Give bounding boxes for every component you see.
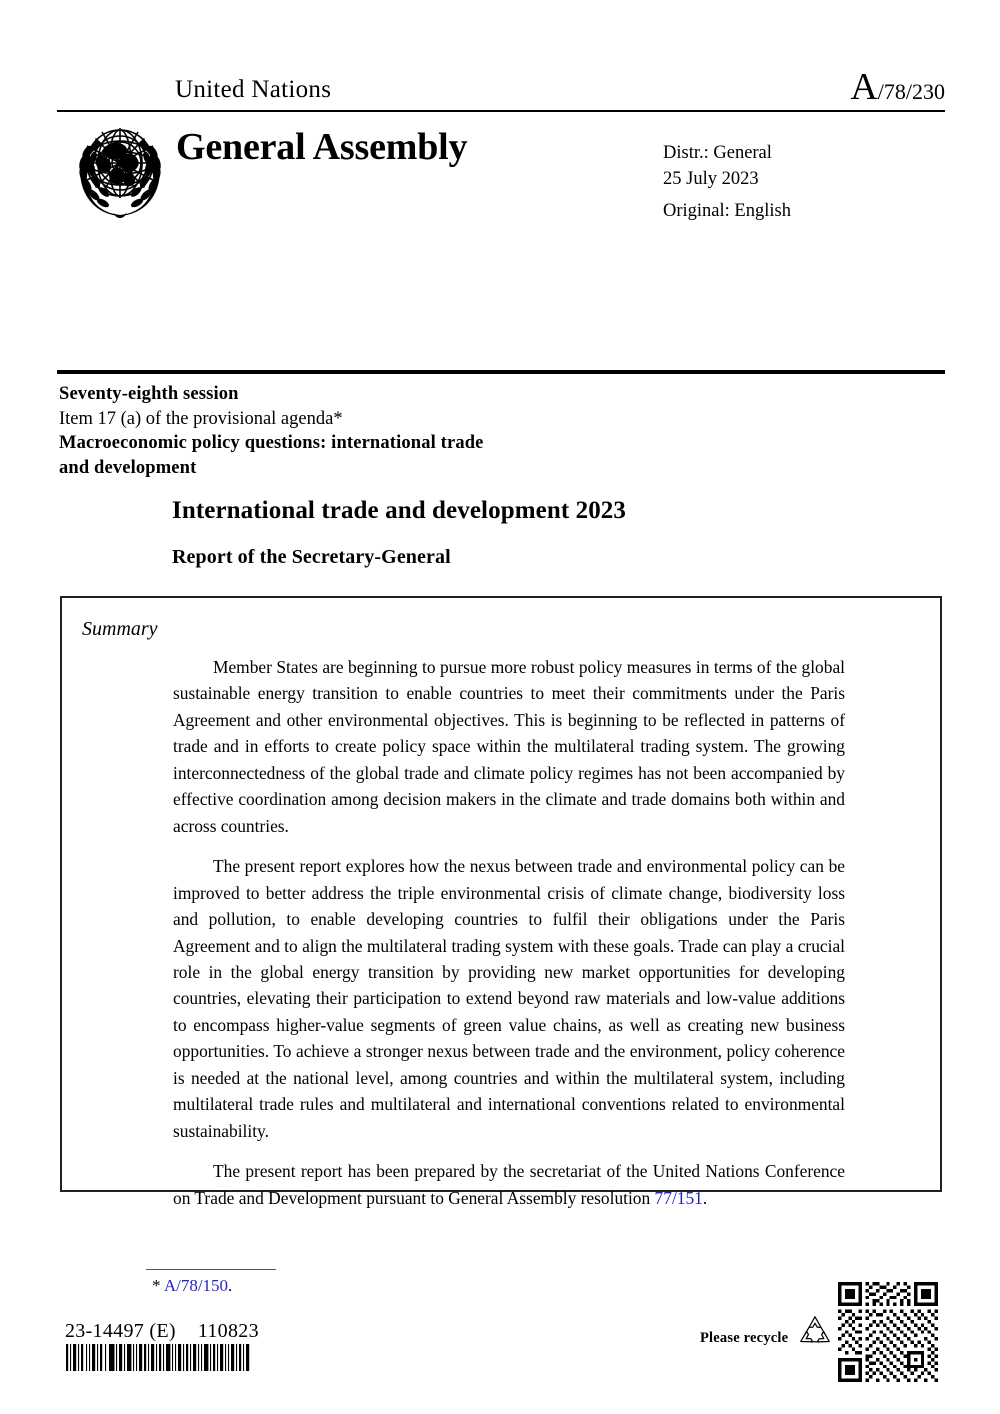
summary-box xyxy=(60,596,942,1208)
job-number-code: 23-14497 (E) xyxy=(65,1320,176,1342)
document-symbol-suffix: /78/230 xyxy=(877,79,945,104)
page-title: International trade and development 2023 xyxy=(172,497,626,524)
summary-heading: Summary xyxy=(82,618,158,640)
summary-paragraph-3 xyxy=(173,1158,845,1211)
session-line: Seventy-eighth session xyxy=(59,384,239,404)
document-date: 25 July 2023 xyxy=(663,169,759,190)
footnote-link[interactable]: A/78/150 xyxy=(163,1276,229,1295)
summary-paragraph-3-suffix: . xyxy=(702,1187,708,1208)
footnote-suffix: . xyxy=(228,1276,233,1295)
recycle-icon xyxy=(796,1313,834,1351)
agenda-item: Item 17 (a) of the provisional agenda* xyxy=(59,408,343,429)
session-block xyxy=(59,382,619,480)
header-divider-thin xyxy=(57,110,945,112)
distribution-block xyxy=(663,140,772,193)
footnote xyxy=(152,1276,232,1296)
un-emblem-icon xyxy=(66,116,174,224)
distribution-type: Distr.: General xyxy=(663,143,772,163)
body-name: General Assembly xyxy=(176,126,468,168)
resolution-link[interactable]: 77/151 xyxy=(654,1187,703,1208)
summary-paragraph-2: The present report explores how the nexus between trade and environmental policy can be improved to better address the triple environmental crisis of climate change, biodiversity loss and pollution, to enable developing countries to fulfil their obligations under the Paris Agreement and to align the multilateral trading system with these goals. Trade can play a crucial role in the global energy transition by providing new market opportunities for developing countries, elevating their participation to extend beyond raw materials and low-value additions to encompass higher-value segments of green value chains, as well as creating new business opportunities. To achieve a stronger nexus between trade and the environment, policy coherence is needed at the national level, among countries and within the multilateral system, including multilateral trade rules and multilateral and international conventions related to environmental sustainability. xyxy=(173,856,845,1141)
agenda-topic-line-2: and development xyxy=(59,457,197,478)
summary-paragraph-3-text: The present report has been prepared by the secretariat of the United Nations Conference on Trade and Development pursuant to General Assembly resolution xyxy=(173,1161,845,1208)
footnote-divider xyxy=(146,1269,276,1270)
job-number-date: 110823 xyxy=(197,1320,259,1342)
page-subtitle: Report of the Secretary-General xyxy=(172,546,451,568)
original-language: Original: English xyxy=(663,201,791,221)
header-divider-thick xyxy=(57,370,945,374)
footnote-marker: * xyxy=(152,1276,161,1295)
barcode-icon xyxy=(66,1344,251,1371)
document-symbol-prefix: A xyxy=(850,66,878,108)
job-number xyxy=(65,1320,259,1343)
agenda-topic-line-1: Macroeconomic policy questions: international trade xyxy=(59,433,484,454)
qr-code-icon xyxy=(838,1282,938,1382)
document-symbol xyxy=(850,68,945,106)
organization-name: United Nations xyxy=(175,76,332,103)
recycle-label: Please recycle xyxy=(700,1330,789,1346)
summary-paragraph-1: Member States are beginning to pursue more robust policy measures in terms of the global sustainable energy transition to enable countries to meet their commitments under the Paris Agreement and other environmental objectives. This is beginning to be reflected in patterns of trade and in efforts to create policy space within the multilateral trading system. The growing interconnectedness of the global trade and climate policy regimes has not been accompanied by effective coordination among decision makers in the climate and trade domains both within and across countries. xyxy=(173,657,845,836)
summary-body xyxy=(173,654,845,1211)
